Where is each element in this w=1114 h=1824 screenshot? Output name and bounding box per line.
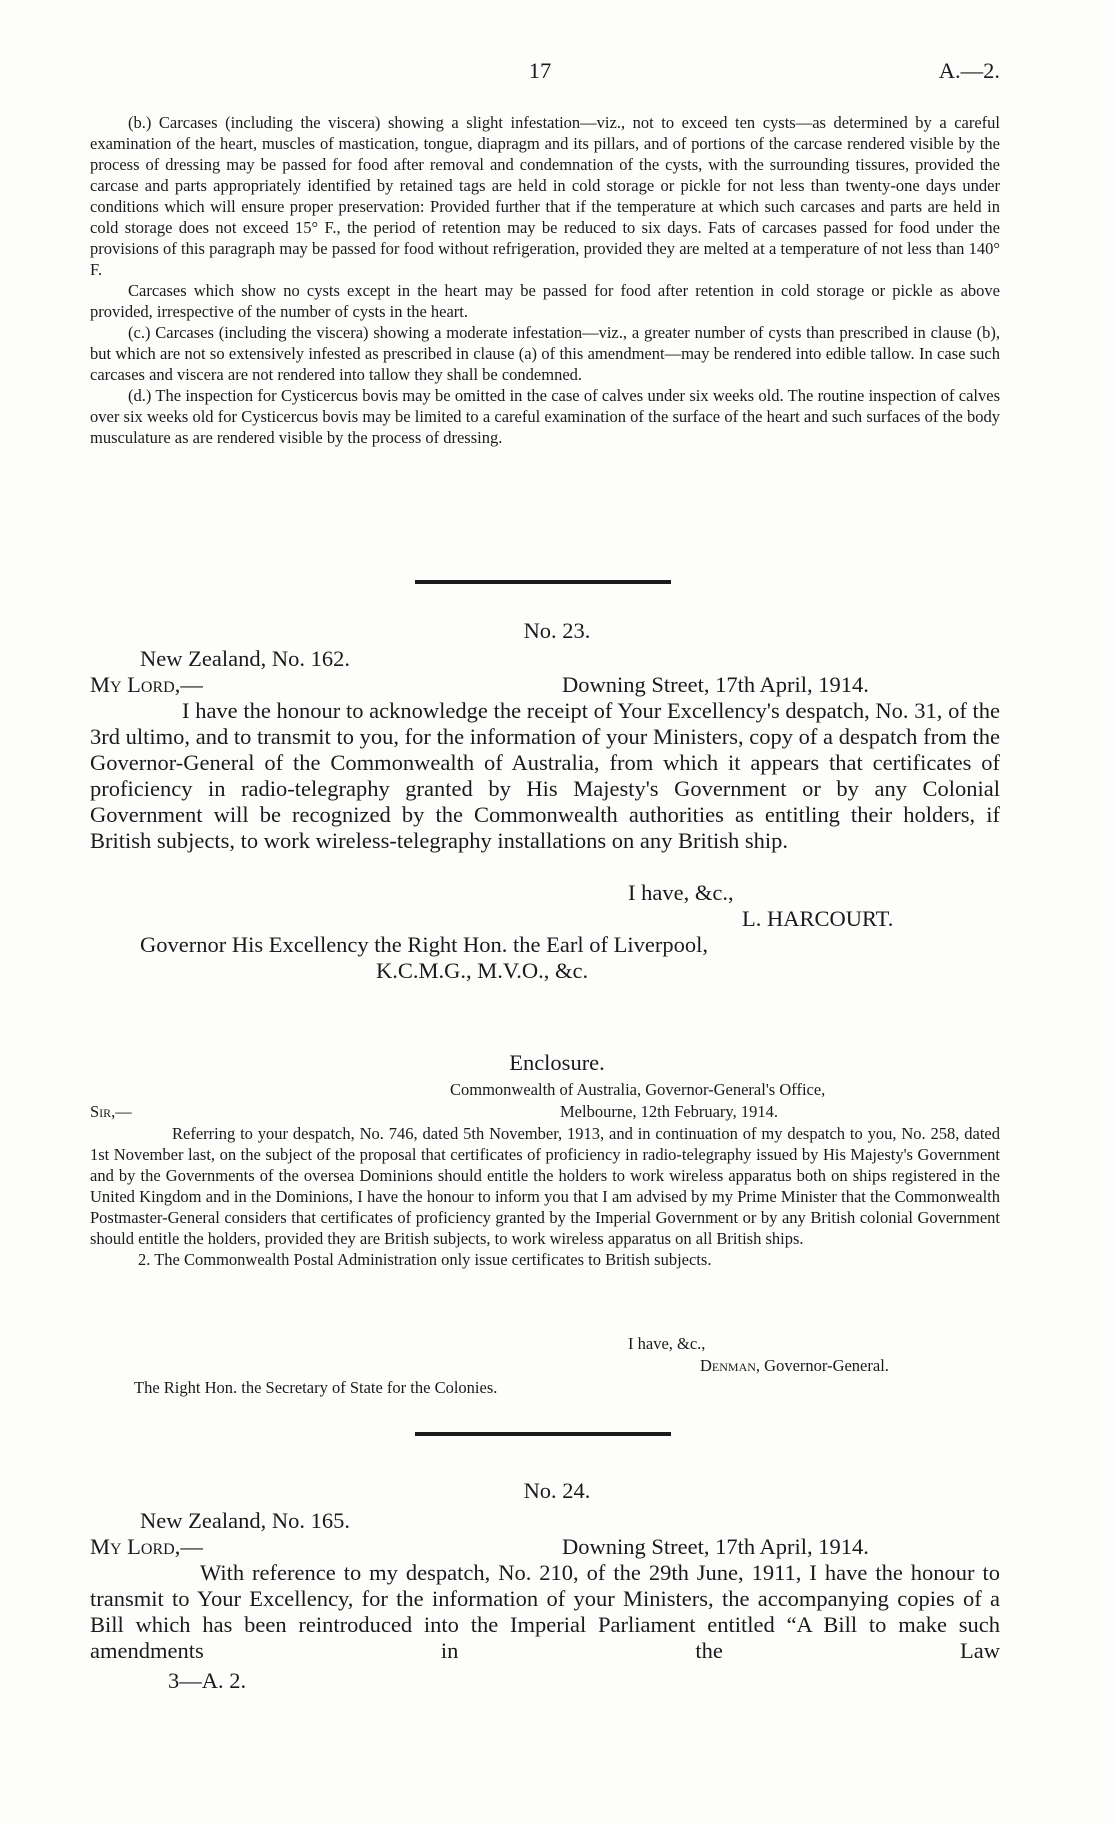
enclosure-salutation <box>90 1101 132 1122</box>
enclosure-signature-title: Governor-General. <box>764 1356 889 1375</box>
enclosure-place-date: Melbourne, 12th February, 1914. <box>560 1102 778 1121</box>
despatch-23-nz-ref: New Zealand, No. 162. <box>140 646 350 671</box>
despatch-23-place-date: Downing Street, 17th April, 1914. <box>562 672 869 697</box>
regulations-block <box>90 112 1000 448</box>
enclosure-para-1: Referring to your despatch, No. 746, dated 5th November, 1913, and in continuation of my despatch to you, No. 258, dated 1st November last, on the subject of the proposal that certificates of proficiency in radio-telegraphy issued by His Majesty's Government and by the Governments of the oversea Dominions should entitle the holders to work wireless apparatus both on ships registered in the United Kingdom and in the Dominions, I have the honour to inform you that I am advised by my Prime Minister that the Commonwealth Postmaster-General considers that certificates of proficiency granted by the Imperial Government or by any British colonial Government should entitle the holders, provided they are British subjects, to work wireless apparatus on all British ships. <box>90 1124 1000 1248</box>
enclosure-salutation-text: Sir,— <box>90 1102 132 1121</box>
despatch-24-heading: No. 24. <box>523 1478 591 1503</box>
enclosure-office: Commonwealth of Australia, Governor-General's Office, <box>450 1080 826 1099</box>
despatch-23-addressee-honours: K.C.M.G., M.V.O., &c. <box>376 958 589 983</box>
enclosure-addressee: The Right Hon. the Secretary of State for the Colonies. <box>134 1378 498 1397</box>
despatch-24-salutation: My Lord,— <box>90 1534 203 1559</box>
despatch-23-closing: I have, &c., <box>628 880 734 905</box>
regulation-d: (d.) The inspection for Cysticercus bovis may be omitted in the case of calves under six weeks old. The routine inspection of calves over six weeks old for Cysticercus bovis may be limited to a careful examination of the surface of the heart and such surfaces of the body musculature as are rendered visible by the process of dressing. <box>90 386 1000 447</box>
despatch-23-signature: L. HARCOURT. <box>742 906 894 931</box>
section-divider-2 <box>415 1432 671 1436</box>
regulation-b: (b.) Carcases (including the viscera) showing a slight infestation—viz., not to exceed ten cysts—as determined by a careful examination of the heart, muscles of mastication, tongue, diapragm and its pillars, and of portions of the carcase rendered visible by the process of dressing may be passed for food after removal and condemnation of the cysts, with the surrounding tissures, provided the carcase and parts appropriately identified by retained tags are held in cold storage or pickle for not less than twenty-one days under conditions which will ensure proper preservation: Provided further that if the temperature at which such carcases and parts are held in cold storage does not exceed 15° F., the period of retention may be reduced to six days. Fats of carcases passed for food under the provisions of this paragraph may be passed for food without refrigeration, provided they are melted at a temperature of not less than 140° F. <box>90 113 1000 279</box>
despatch-23-salutation: My Lord,— <box>90 672 203 697</box>
signature-mark: 3—A. 2. <box>168 1668 247 1693</box>
despatch-24-place-date: Downing Street, 17th April, 1914. <box>562 1534 869 1559</box>
despatch-24-body: With reference to my despatch, No. 210, of the 29th June, 1911, I have the honour to transmit to Your Excellency, for the information of your Ministers, the accompanying copies of a Bill which has been reintroduced into the Imperial Parliament entitled “A Bill to make such amendments in the Law <box>90 1560 1000 1663</box>
document-reference: A.—2. <box>938 58 1000 83</box>
regulation-c: (c.) Carcases (including the viscera) showing a moderate infestation—viz., a greater number of cysts than prescribed in clause (b), but which are not so extensively infested as prescribed in clause (a) of this amendment—may be rendered into edible tallow. In case such carcases and viscera are not rendered into tallow they shall be condemned. <box>90 323 1000 384</box>
regulation-b-heart: Carcases which show no cysts except in the heart may be passed for food after retention in cold storage or pickle as above provided, irrespective of the number of cysts in the heart. <box>90 281 1000 321</box>
despatch-23-body: I have the honour to acknowledge the receipt of Your Excellency's despatch, No. 31, of the 3rd ultimo, and to transmit to you, for the information of your Ministers, copy of a despatch from the Governor-General of the Commonwealth of Australia, from which it appears that certificates of proficiency in radio-telegraphy granted by His Majesty's Government or by any Colonial Government will be recognized by the Commonwealth authorities as entitling their holders, if British subjects, to work wireless-telegraphy installations on any British ship. <box>90 698 1000 853</box>
enclosure-signature <box>700 1355 889 1376</box>
despatch-23-heading: No. 23. <box>523 618 591 643</box>
enclosure-closing: I have, &c., <box>628 1334 706 1353</box>
enclosure-body <box>90 1123 1000 1270</box>
enclosure-para-2: 2. The Commonwealth Postal Administration only issue certificates to British subjects. <box>138 1250 712 1269</box>
enclosure-signature-name: Denman, <box>700 1356 761 1375</box>
despatch-23-addressee: Governor His Excellency the Right Hon. the Earl of Liverpool, <box>140 932 708 957</box>
enclosure-heading: Enclosure. <box>509 1050 605 1075</box>
page-number: 17 <box>528 58 552 83</box>
section-divider <box>415 580 671 584</box>
despatch-24-nz-ref: New Zealand, No. 165. <box>140 1508 350 1533</box>
